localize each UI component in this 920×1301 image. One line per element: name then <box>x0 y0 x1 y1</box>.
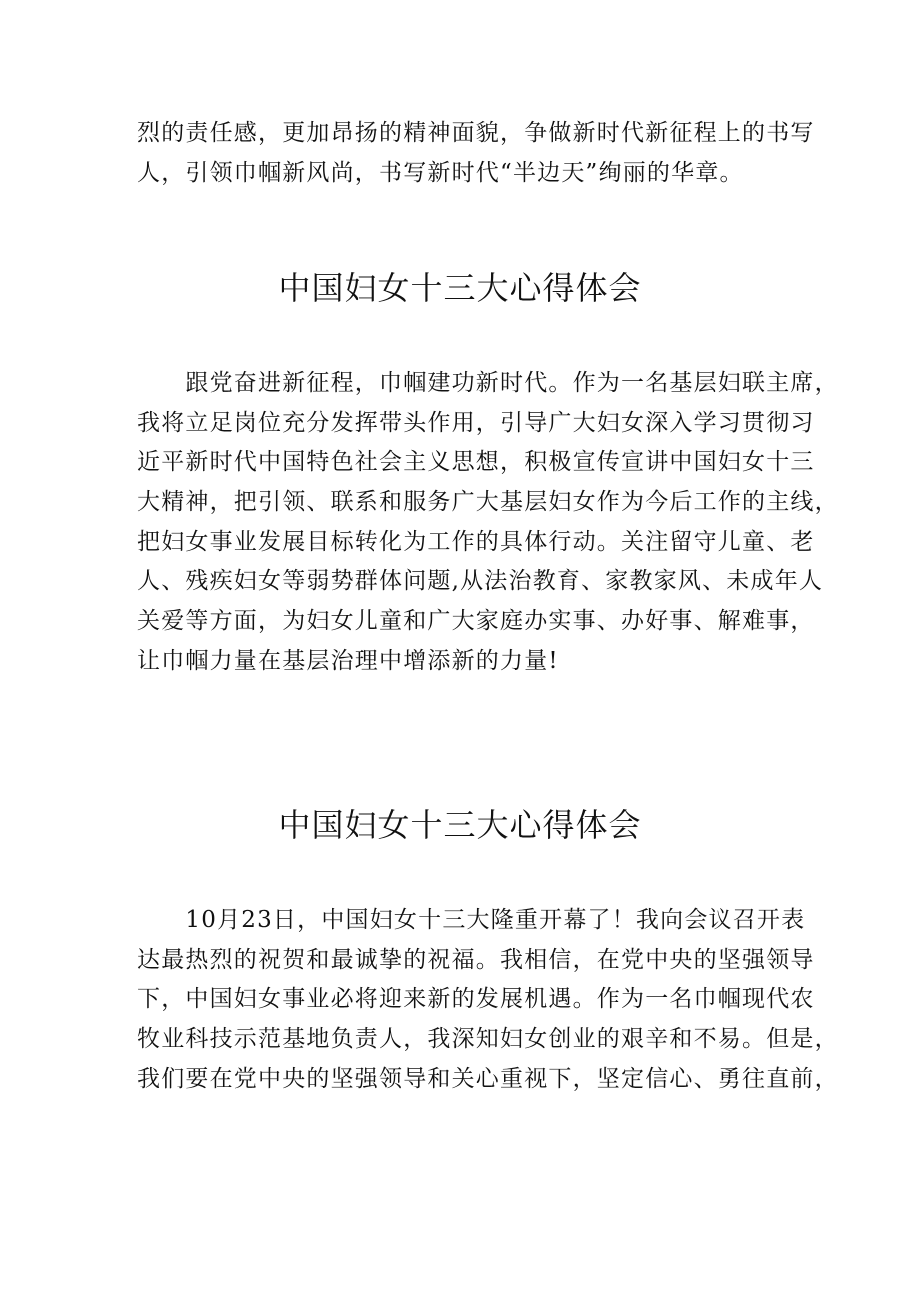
text-line: 下，中国妇女事业必将迎来新的发展机遇。作为一名巾帼现代农 <box>137 986 815 1013</box>
text-line: 我将立足岗位充分发挥带头作用，引导广大妇女深入学习贯彻习 <box>137 409 815 436</box>
text-line: 关爱等方面，为妇女儿童和广大家庭办实事、办好事、解难事， <box>137 608 815 635</box>
text-line: 人、残疾妇女等弱势群体问题,从法治教育、家教家风、未成年人 <box>137 568 824 595</box>
text-line: 10月23日，中国妇女十三大隆重开幕了！我向会议召开表 <box>137 907 806 933</box>
text-line: 烈的责任感，更加昂扬的精神面貌，争做新时代新征程上的书写 <box>137 120 815 146</box>
text-line: 让巾帼力量在基层治理中增添新的力量! <box>137 647 559 674</box>
text-line: 达最热烈的祝贺和最诚挚的祝福。我相信，在党中央的坚强领导 <box>137 946 815 973</box>
text-line: 牧业科技示范基地负责人，我深知妇女创业的艰辛和不易。但是， <box>137 1026 839 1053</box>
section-title: 中国妇女十三大心得体会 <box>278 806 642 844</box>
text-line: 把妇女事业发展目标转化为工作的具体行动。关注留守儿童、老 <box>137 528 815 555</box>
text-line: 大精神，把引领、联系和服务广大基层妇女作为今后工作的主线， <box>137 489 839 516</box>
text-line: 我们要在党中央的坚强领导和关心重视下，坚定信心、勇往直前， <box>137 1065 839 1092</box>
text-line: 近平新时代中国特色社会主义思想，积极宣传宣讲中国妇女十三 <box>137 449 815 476</box>
section-title: 中国妇女十三大心得体会 <box>278 269 642 307</box>
text-line: 人，引领巾帼新风尚，书写新时代“半边天”绚丽的华章。 <box>137 159 744 186</box>
section-paragraph <box>137 901 839 1099</box>
text-line: 跟党奋进新征程，巾帼建功新时代。作为一名基层妇联主席， <box>137 370 839 396</box>
section-paragraph <box>137 364 839 682</box>
paragraph-continued <box>137 114 815 193</box>
